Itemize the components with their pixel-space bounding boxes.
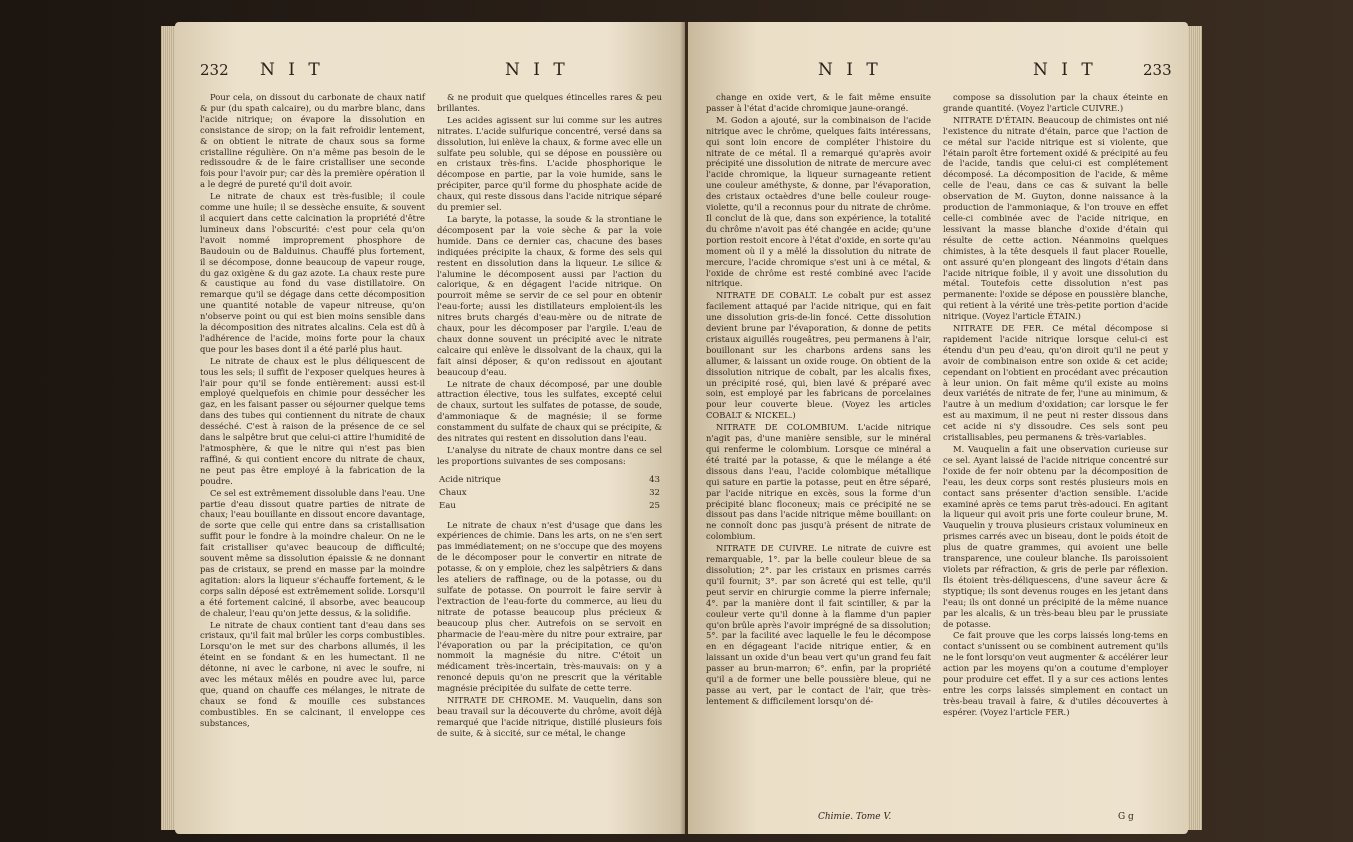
paragraph: M. Vauquelin a fait une observation curieuse sur ce sel. Ayant laissé de l'acide nitrique concentré sur l'oxide de fer noir obtenu par la décomposition de l'eau, les deux corps sont restés plusieurs mois en contact sans présenter d'action sensible. L'acide examiné après ce tems parut très-adouci. En agitant la liqueur qui avoit pris une forte couleur brune, M. Vauquelin y trouva plusieurs cristaux volumineux en prismes carrés avec un biseau, dont le poids étoit de plus de quatre grammes, qui avoient une belle transparence, une couleur blanche. Ils paroissoient violets par réfraction, & gris de perle par réflexion. Ils étoient très-déliquescens, d'une saveur âcre & styptique; ils sont devenus rouges en les jetant dans l'eau; ils ont donné un précipité de la même nuance par les alcalis, & un très-beau bleu par le prussiate de potasse. — [943, 444, 1168, 629]
signature-right: G g — [1118, 812, 1134, 822]
right-running-head-left: N I T — [818, 60, 882, 80]
right-page-number: 233 — [1143, 61, 1172, 79]
table-cell-label: Chaux — [439, 487, 467, 498]
table-row — [439, 501, 660, 512]
paragraph: NITRATE D'ÉTAIN. Beaucoup de chimistes ont nié l'existence du nitrate d'étain, parce que l'action de ce métal sur l'acide nitrique est si violente, que l'étain paroît être fortement oxidé & précipité au feu de l'acide, tandis que celui-ci est complétement décomposé. La décomposition de l'acide, & même celle de l'eau, dans ce cas & suivant la belle observation de M. Guyton, donne naissance à la production de l'ammoniaque, & l'on trouve en effet celle-ci combinée avec de l'acide nitrique, en lessivant la masse blanche d'oxide d'étain qui résulte de cette action. Néanmoins quelques chimistes, à la tête desquels il faut placer Rouelle, ont assuré qu'en plongeant des lingots d'étain dans l'acide nitrique foible, il y avoit une dissolution du métal. Toutefois cette dissolution n'est pas permanente: l'oxide se dépose en poussière blanche, qui retient à la vérité une très-petite portion d'acide nitrique. (Voyez l'article ÉTAIN.) — [943, 114, 1168, 322]
table-cell-value: 32 — [649, 487, 660, 498]
left-running-head-right: N I T — [505, 60, 569, 80]
left-running-head: N I T — [260, 60, 324, 80]
paragraph: Ce sel est extrêmement dissoluble dans l'eau. Une partie d'eau dissout quatre parties de nitrate de chaux; l'eau bouillante en dissout encore davantage, de sorte que celle qui entre dans sa cristallisation suffit pour le fondre à la moindre chaleur. On ne le fait cristalliser qu'avec beaucoup de difficulté; souvent même sa dissolution épaissie & ne donnant pas de cristaux, se prend en masse par la moindre agitation: alors la liqueur s'échauffe fortement, & le corps salin déposé est extrêmement solide. Lorsqu'il a été fortement calciné, il absorbe, avec beaucoup de chaleur, l'eau qu'on jette dessus, & la solidifie. — [200, 487, 425, 618]
right-column-1 — [706, 92, 931, 708]
left-page-number: 232 — [200, 61, 229, 79]
paragraph: Ce fait prouve que les corps laissés long-tems en contact s'unissent ou se combinent autrement qu'ils ne le font lorsqu'on veut augmenter & accélérer leur action par les moyens qu'on a coutume d'employer pour produire cet effet. Il y a sur ces actions lentes entre les corps laissés simplement en contact un très-beau travail à faire, & d'utiles découvertes à espérer. (Voyez l'article FER.) — [943, 630, 1168, 717]
table-row — [439, 475, 660, 486]
paragraph: Les acides agissent sur lui comme sur les autres nitrates. L'acide sulfurique concentré, versé dans sa dissolution, lui enlève la chaux, & forme avec elle un sulfate peu soluble, qui se dépose en poussière ou en cristaux très-fins. L'acide phosphorique le décompose en partie, par la voie humide, sans le précipiter, parce qu'il forme du phosphate acide de chaux, qui reste dissous dans l'acide nitrique séparé du premier sel. — [437, 114, 662, 213]
paragraph: compose sa dissolution par la chaux éteinte en grande quantité. (Voyez l'article CUIVRE.) — [943, 92, 1168, 113]
paragraph: M. Godon a ajouté, sur la combinaison de l'acide nitrique avec le chrôme, quelques faits intéressans, qui sont loin encore de compléter l'histoire du nitrate de ce métal. Il a remarqué qu'après avoir précipité une dissolution de nitrate de mercure avec l'acide chromique, la liqueur surnageante retient une couleur améthyste, & donne, par l'évaporation, des cristaux octaèdres d'une belle couleur rouge-violette, qu'il a reconnus pour du nitrate de chrôme. Il conclut de là que, dans son expérience, la totalité du chrôme n'avoit pas été changée en acide; qu'une portion restoit encore à l'état d'oxide, en sorte qu'au moment où il y a mêlé la dissolution du nitrate de mercure, l'acide chromique s'est uni à ce métal, & l'oxide de chrôme est resté combiné avec l'acide nitrique. — [706, 114, 931, 289]
composition-table — [437, 473, 662, 514]
table-cell-value: 25 — [649, 500, 660, 511]
paragraph: Le nitrate de chaux contient tant d'eau dans ses cristaux, qu'il fait mal brûler les corps combustibles. Lorsqu'on le met sur des charbons allumés, il les éteint en se fondant & en les humectant. Il ne détonne, ni avec le carbone, ni avec le soufre, ni avec les métaux mêlés en poudre avec lui, parce que, quand on chauffe ces mélanges, le nitrate de chaux se fond & mouille ces substances combustibles. En se calcinant, il enveloppe ces substances, — [200, 619, 425, 728]
paragraph: NITRATE DE COBALT. Le cobalt pur est assez facilement attaqué par l'acide nitrique, qui en fait une dissolution gris-de-lin foncé. Cette dissolution devient brune par l'évaporation, & donne de petits cristaux aiguillés rougeâtres, peu permanens à l'air, bouillonant sur les charbons ardens sans les allumer, & laissant un oxide rouge. On obtient de la dissolution nitrique de cobalt, par les alcalis fixes, un précipité rosé, qui, bien lavé & préparé avec soin, est employé par les fabricans de porcelaines pour leur couverte bleue. (Voyez les articles COBALT & NICKEL.) — [706, 290, 931, 421]
paragraph: NITRATE DE COLOMBIUM. L'acide nitrique n'agit pas, d'une manière sensible, sur le minéral qui renferme le colombium. Lorsque ce minéral a été traité par la potasse, & que le mélange a été dissous dans l'eau, l'acide colombique métallique qui sature en partie la potasse, peut en être séparé, par l'acide nitrique en excès, sous la forme d'un précipité blanc floconeux; mais ce précipité ne se dissout pas dans l'acide nitrique même bouillant: on ne connoît donc pas jusqu'à présent de nitrate de colombium. — [706, 422, 931, 542]
paragraph: Le nitrate de chaux décomposé, par une double attraction élective, tous les sulfates, excepté celui de chaux, surtout les sulfates de potasse, de soude, d'ammoniaque & de magnésie; il se forme constamment du sulfate de chaux qui se précipite, & des nitrates qui restent en dissolution dans l'eau. — [437, 378, 662, 444]
paragraph: La baryte, la potasse, la soude & la strontiane le décomposent par la voie sèche & par la voie humide. Dans ce dernier cas, chacune des bases indiquées précipite la chaux, & forme des sels qui restent en dissolution dans la liqueur. Le silice & l'alumine le décomposent aussi par l'action du calorique, & en dégagent l'acide nitrique. On pourroit même se servir de ce sel pour en obtenir l'eau-forte; aussi les distillateurs emploient-ils les nitres bruts chargés d'eau-mère ou de nitrate de chaux, pour les décomposer par l'argile. L'eau de chaux donne souvent un précipité avec le nitrate calcaire qui enlève le dissolvant de la chaux, qui la fait ainsi déposer, & qu'on redissout en ajoutant beaucoup d'eau. — [437, 213, 662, 377]
paragraph: Le nitrate de chaux est le plus déliquescent de tous les sels; il suffit de l'exposer quelques heures à l'air pour qu'il se fonde entièrement: aussi est-il employé quelquefois en chimie pour dessécher les gaz, en les faisant passer ou séjourner quelque tems dans des tubes qui contiennent du nitrate de chaux desséché. C'est à raison de la présence de ce sel dans le salpêtre brut que celui-ci attire l'humidité de l'atmosphère, & que le nitre qui n'est pas bien raffiné, & qui contient encore du nitrate de chaux, ne peut pas être employé à la fabrication de la poudre. — [200, 355, 425, 486]
paragraph: NITRATE DE CHROME. M. Vauquelin, dans son beau travail sur la découverte du chrôme, avoit déjà remarqué que l'acide nitrique, distillé plusieurs fois de suite, & à siccité, sur ce métal, le change — [437, 695, 662, 738]
paragraph: & ne produit que quelques étincelles rares & peu brillantes. — [437, 92, 662, 113]
paragraph: Le nitrate de chaux est très-fusible; il coule comme une huile; il se dessèche ensuite, & souvent il acquiert dans cette calcination la propriété d'être lumineux dans l'obscurité: c'est pour cela qu'on l'avoit nommé improprement phosphore de Baudouin ou de Balduinus. Chauffé plus fortement, il se décompose, donne beaucoup de vapeur rouge, du gaz oxigène & du gaz azote. La chaux reste pure & caustique au fond du vase distillatoire. On remarque qu'il se dégage dans cette décomposition une quantité notable de vapeur nitreuse, qu'on n'observe point ou qui est bien moins sensible dans la décomposition des nitrates alcalins. Cela est dû à l'adhérence de l'acide, moins forte pour la chaux que pour les bases dont il a été parlé plus haut. — [200, 191, 425, 354]
page-edges-right — [1188, 26, 1202, 830]
paragraph: NITRATE DE FER. Ce métal décompose si rapidement l'acide nitrique lorsque celui-ci est étendu d'un peu d'eau, qu'on diroit qu'il ne peut y avoir de combinaison entre son oxide & cet acide; cependant on l'obtient en procédant avec précaution à leur union. On fait même qu'il existe au moins deux variétés de nitrate de fer, l'une au minimum, & l'autre à un medium d'oxidation; car lorsque le fer est au maximum, il ne peut ni rester dissous dans cet acide ni s'y dissoudre. Ces sels sont peu cristallisables, peu permanens & très-variables. — [943, 323, 1168, 443]
right-running-head: N I T — [1033, 60, 1097, 80]
table-cell-value: 43 — [649, 474, 660, 485]
table-cell-label: Eau — [439, 500, 456, 511]
paragraph: Pour cela, on dissout du carbonate de chaux natif & pur (du spath calcaire), ou du marbre blanc, dans l'acide nitrique; on évapore la dissolution en consistance de sirop; on la fait refroidir lentement, & on obtient le nitrate de chaux sous sa forme cristalline régulière. On n'a même pas besoin de le redissoudre & de le faire cristalliser une seconde fois pour l'avoir pur; car dès la première opération il a le degré de pureté qu'il doit avoir. — [200, 92, 425, 190]
left-page — [175, 22, 685, 834]
paragraph: Le nitrate de chaux n'est d'usage que dans les expériences de chimie. Dans les arts, on ne s'en sert pas immédiatement; on ne s'occupe que des moyens de le décomposer pour le convertir en nitrate de potasse, & on y emploie, chez les salpêtriers & dans les ateliers de raffinage, ou de la potasse, ou du sulfate de potasse. On pourroit le faire servir à l'extraction de l'eau-forte du commerce, au lieu du nitrate de potasse beaucoup plus précieux & beaucoup plus cher. Autrefois on se servoit en pharmacie de l'eau-mère du nitre pour extraire, par l'évaporation ou par la précipitation, ce qu'on nommoit la magnésie du nitre. C'étoit un médicament très-incertain, très-mauvais: on y a renoncé depuis qu'on ne prescrit que la véritable magnésie précipitée du sulfate de cette terre. — [437, 519, 662, 694]
paragraph: NITRATE DE CUIVRE. Le nitrate de cuivre est remarquable, 1°. par la belle couleur bleue de sa dissolution; 2°. par les cristaux en prismes carrés qu'il fournit; 3°. par son âcreté qui est telle, qu'il peut servir en chirurgie comme la pierre infernale; 4°. par la manière dont il fait scintiller, & par la couleur verte qu'il donne à la flamme d'un papier qu'on brûle après l'avoir imprégné de sa dissolution; 5°. par la facilité avec laquelle le feu le décompose en en dégageant l'acide nitrique entier, & en laissant un oxide d'un beau vert qu'un grand feu fait passer au brun-marron; 6°. enfin, par la propriété qu'il a de former une belle poussière bleue, qui ne passe au vert, par le contact de l'air, que très-lentement & difficilement lorsqu'on dé- — [706, 543, 931, 706]
left-column-1 — [200, 92, 425, 730]
paragraph: L'analyse du nitrate de chaux montre dans ce sel les proportions suivantes de ses composans: — [437, 445, 662, 466]
right-column-2 — [943, 92, 1168, 719]
signature-left: Chimie. Tome V. — [818, 812, 892, 822]
table-row — [439, 488, 660, 499]
left-column-2 — [437, 92, 662, 740]
paragraph: change en oxide vert, & le fait même ensuite passer à l'état d'acide chromique jaune-orangé. — [706, 92, 931, 113]
right-page — [688, 22, 1188, 834]
page-edges-left — [161, 26, 175, 830]
table-cell-label: Acide nitrique — [439, 474, 501, 485]
